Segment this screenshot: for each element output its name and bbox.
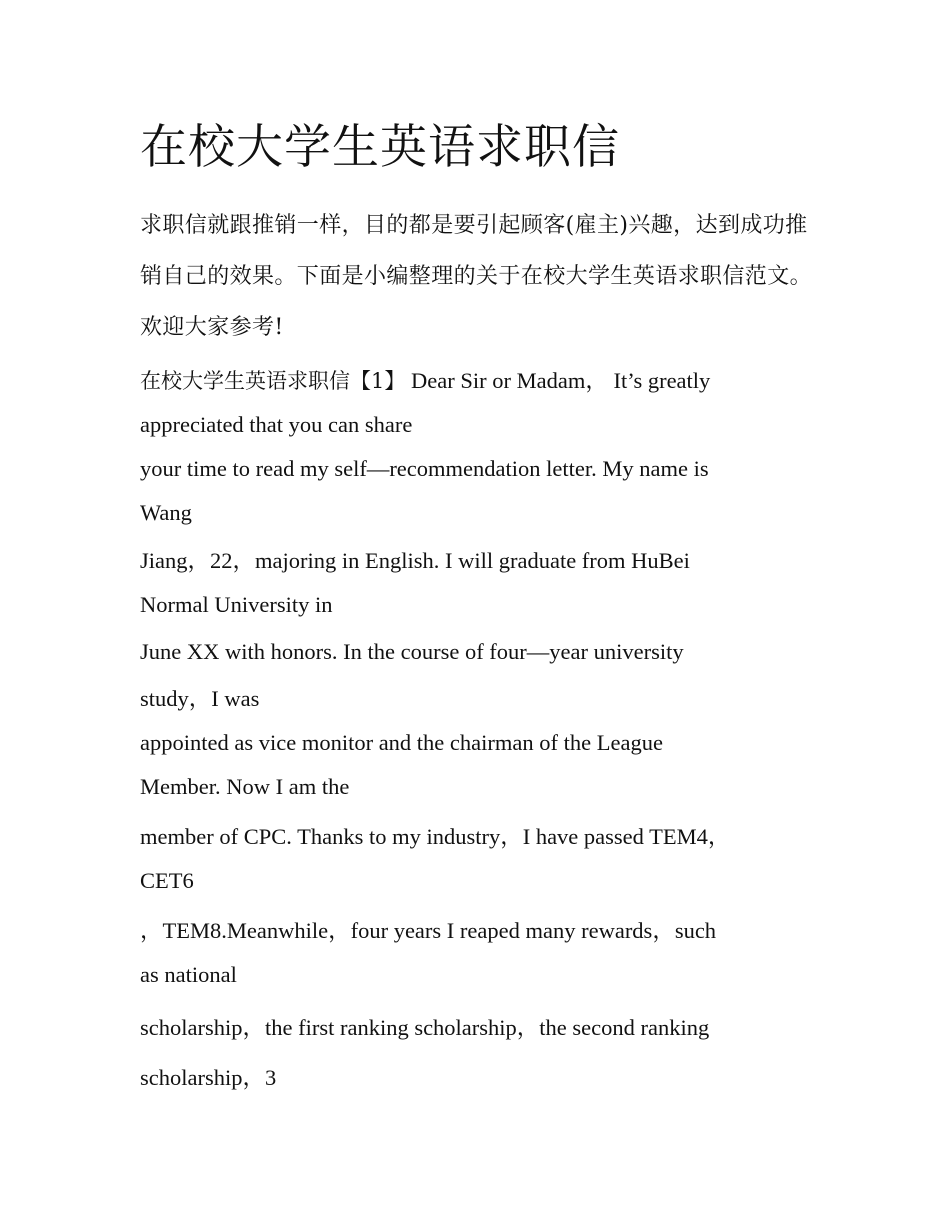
letter-line [140,359,820,403]
letter-line: scholarship，3 [140,1065,277,1090]
letter-line: member of CPC. Thanks to my industry，I have passed TEM4， [140,824,731,849]
letter-line: CET6 [140,868,194,893]
letter-paragraph [140,447,820,535]
letter-paragraph [140,359,820,447]
letter-paragraph [140,815,820,903]
letter-paragraph [140,539,820,627]
letter-line: Jiang，22，majoring in English. I will graduate from HuBei [140,548,690,573]
letter-line: appointed as vice monitor and the chairman of the League [140,730,663,755]
letter-heading: 在校大学生英语求职信【1】 [140,369,406,393]
letter-line: Normal University in [140,592,333,617]
document-content [140,118,820,1103]
letter-paragraph [140,909,820,997]
letter-line: study，I was [140,686,260,711]
intro-paragraph: 求职信就跟推销一样，目的都是要引起顾客(雇主)兴趣，达到成功推销自己的效果。下面是小编整理的关于在校大学生英语求职信范文。欢迎大家参考! [140,213,813,340]
letter-paragraph [140,627,820,721]
document-title: 在校大学生英语求职信 [140,120,620,175]
letter-line: Wang [140,500,192,525]
letter-paragraph [140,721,820,809]
letter-line: ，TEM8.Meanwhile，four years I reaped many rewards，such [140,918,717,943]
letter-body [140,359,820,1103]
letter-paragraph [140,1003,820,1103]
letter-line: as national [140,962,237,987]
letter-line: Member. Now I am the [140,774,350,799]
letter-line: your time to read my self—recommendation letter. My name is [140,456,709,481]
letter-greeting: Dear Sir or Madam， It’s greatly [411,368,711,393]
letter-line: June XX with honors. In the course of four—year university [140,639,684,664]
letter-line: scholarship，the first ranking scholarship，the second ranking [140,1015,710,1040]
letter-line: appreciated that you can share [140,412,413,437]
